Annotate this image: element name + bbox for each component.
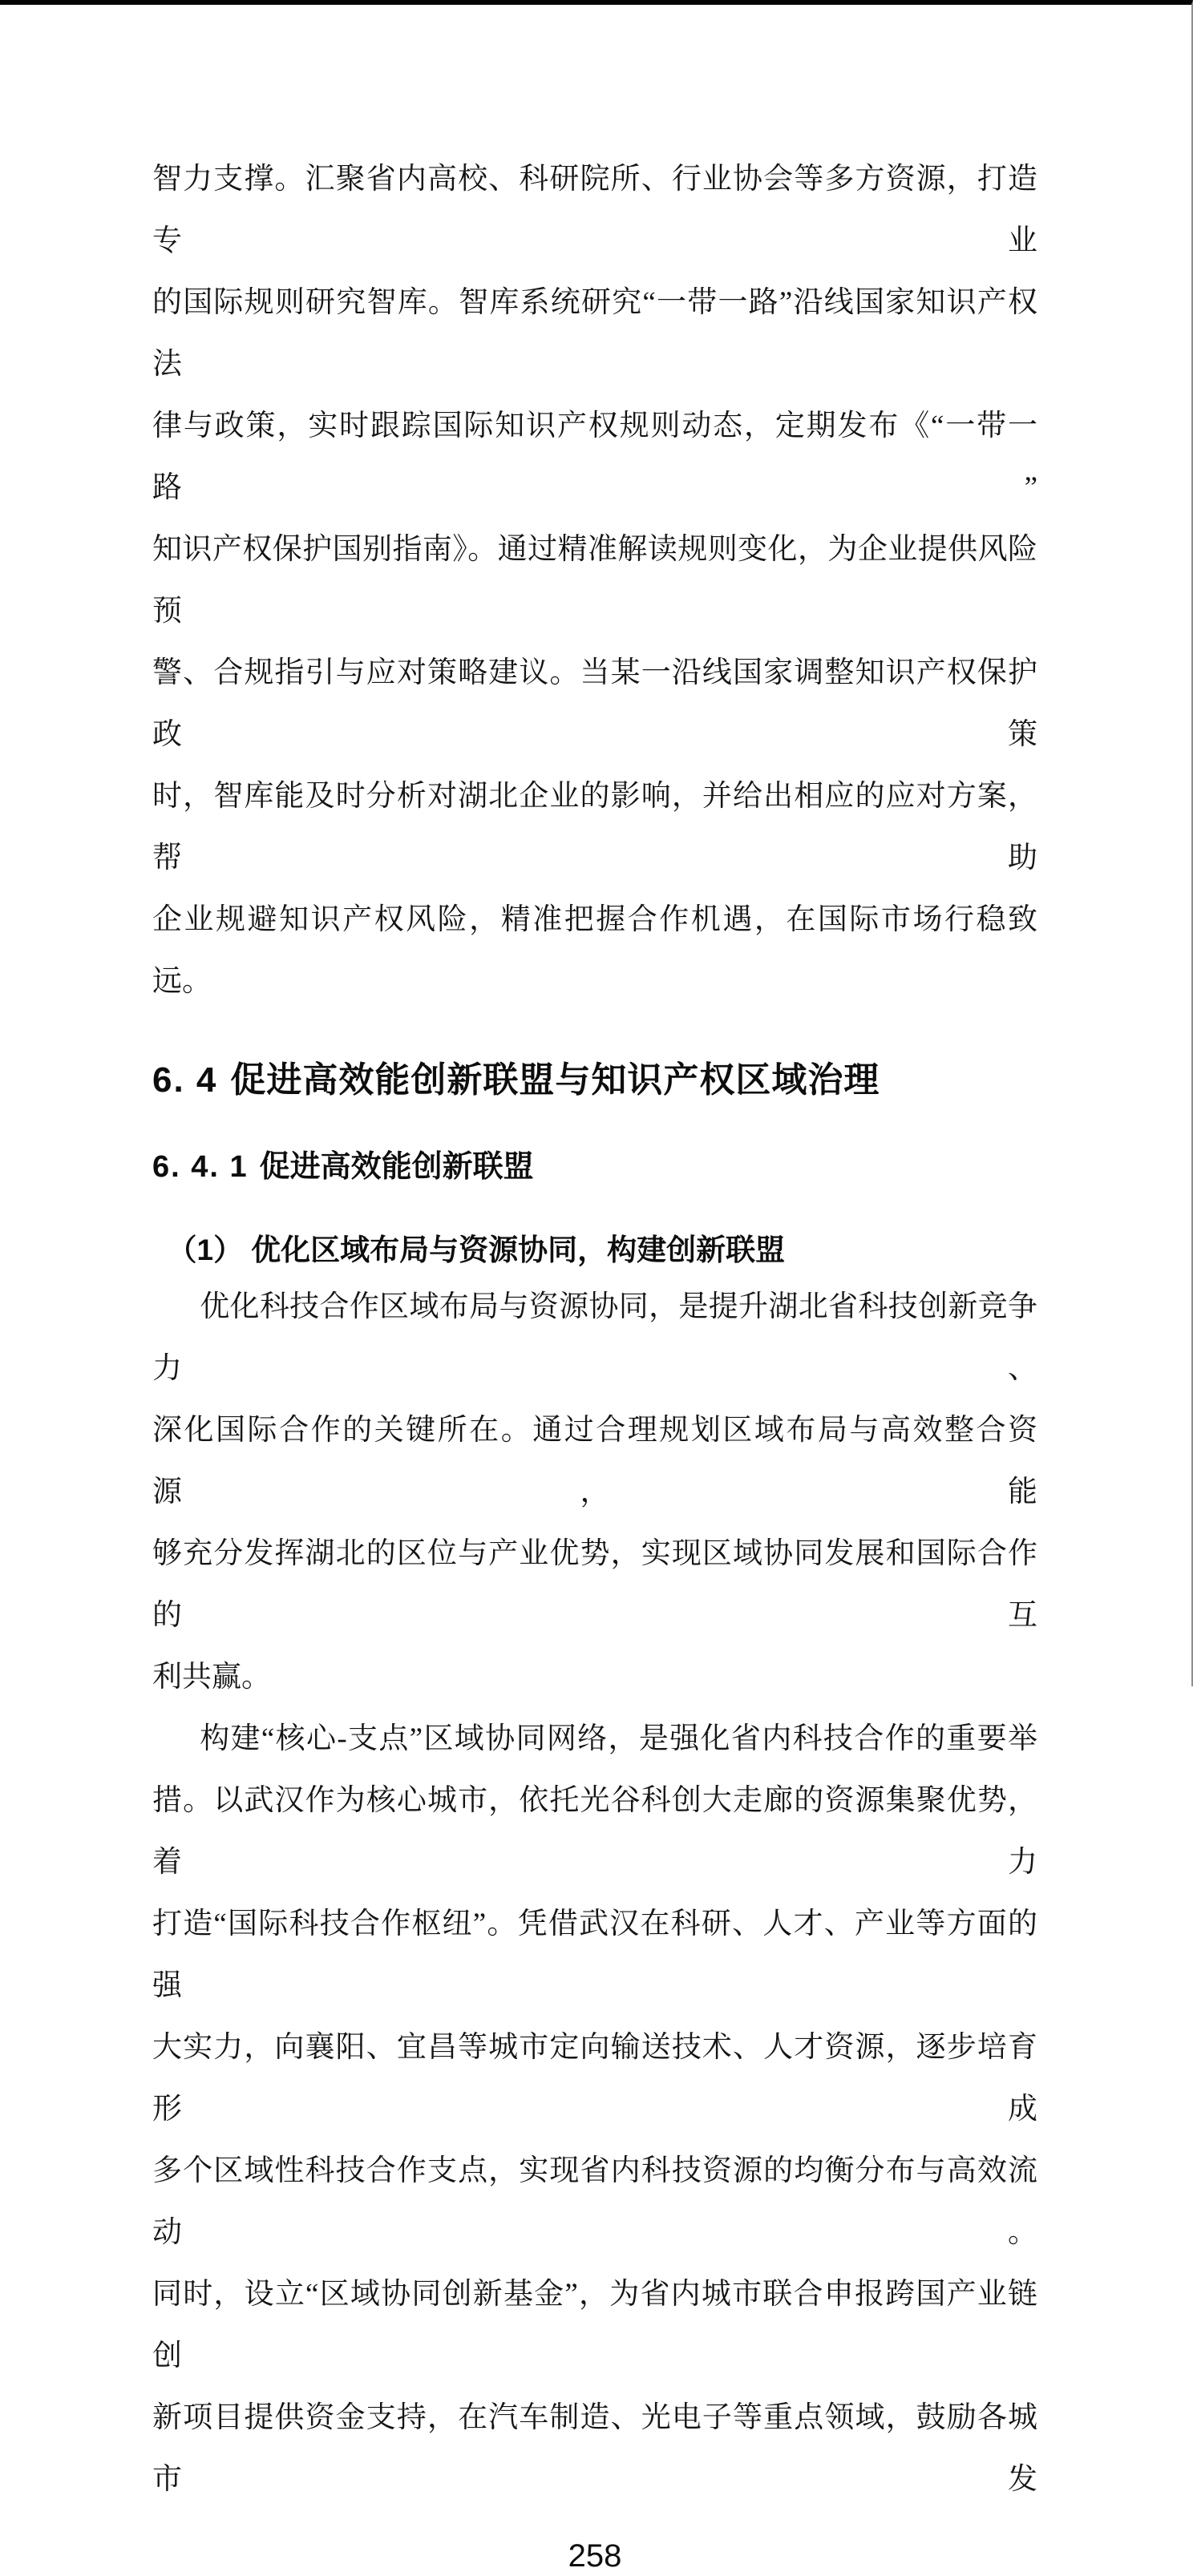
body-text-line: 智力支撑。汇聚省内高校、科研院所、行业协会等多方资源，打造专业 [152, 163, 1037, 257]
body-text-line: 措。以武汉作为核心城市，依托光谷科创大走廊的资源集聚优势，着力 [152, 1784, 1037, 1879]
body-text-line: 企业规避知识产权风险，精准把握合作机遇，在国际市场行稳致远。 [152, 903, 1037, 998]
body-text-line: 的国际规则研究智库。智库系统研究“一带一路”沿线国家知识产权法 [152, 286, 1037, 381]
item-number: （1） [167, 1233, 244, 1266]
body-text-line: 知识产权保护国别指南》。通过精准解读规则变化，为企业提供风险预 [152, 533, 1037, 628]
page-number: 258 [568, 2538, 622, 2574]
body-text-line: 利共赢。 [152, 1661, 271, 1694]
body-text-line: 时，智库能及时分析对湖北企业的影响，并给出相应的应对方案，帮助 [152, 780, 1037, 874]
subsection-heading [152, 1147, 1037, 1187]
body-text-line: 深化国际合作的关键所在。通过合理规划区域布局与高效整合资源，能 [152, 1414, 1037, 1508]
body-text-line: 多个区域性科技合作支点，实现省内科技资源的均衡分布与高效流动。 [152, 2154, 1037, 2249]
subsection-title: 促进高效能创新联盟 [259, 1150, 534, 1184]
body-text-line: 打造“国际科技合作枢纽”。凭借武汉在科研、人才、产业等方面的强 [152, 1908, 1037, 2002]
paragraph [152, 1276, 1037, 1708]
body-text-line: 同时，设立“区域协同创新基金”，为省内城市联合申报跨国产业链创 [152, 2278, 1037, 2372]
body-text-line: 够充分发挥湖北的区位与产业优势，实现区域协同发展和国际合作的互 [152, 1537, 1037, 1632]
section-heading [152, 1056, 1037, 1104]
body-text-line: 构建“核心-支点”区域协同网络，是强化省内科技合作的重要举 [200, 1722, 1037, 1755]
section-number: 6. 4 [152, 1060, 218, 1100]
body-text-line: 优化科技合作区域布局与资源协同，是提升湖北省科技创新竞争力、 [152, 1290, 1037, 1385]
paragraph [152, 1708, 1037, 2510]
item-heading [152, 1230, 1037, 1270]
body-text-line: 律与政策，实时跟踪国际知识产权规则动态，定期发布《“一带一路” [152, 410, 1037, 504]
body-text-line: 大实力，向襄阳、宜昌等城市定向输送技术、人才资源，逐步培育形成 [152, 2031, 1037, 2126]
body-text-line: 警、合规指引与应对策略建议。当某一沿线国家调整知识产权保护政策 [152, 656, 1037, 751]
item-title: 优化区域布局与资源协同，构建创新联盟 [251, 1233, 786, 1266]
body-text-line: 新项目提供资金支持，在汽车制造、光电子等重点领域，鼓励各城市发 [152, 2401, 1037, 2496]
subsection-number: 6. 4. 1 [152, 1150, 249, 1184]
paragraph-continuation [152, 148, 1037, 1012]
section-title: 促进高效能创新联盟与知识产权区域治理 [230, 1060, 880, 1100]
